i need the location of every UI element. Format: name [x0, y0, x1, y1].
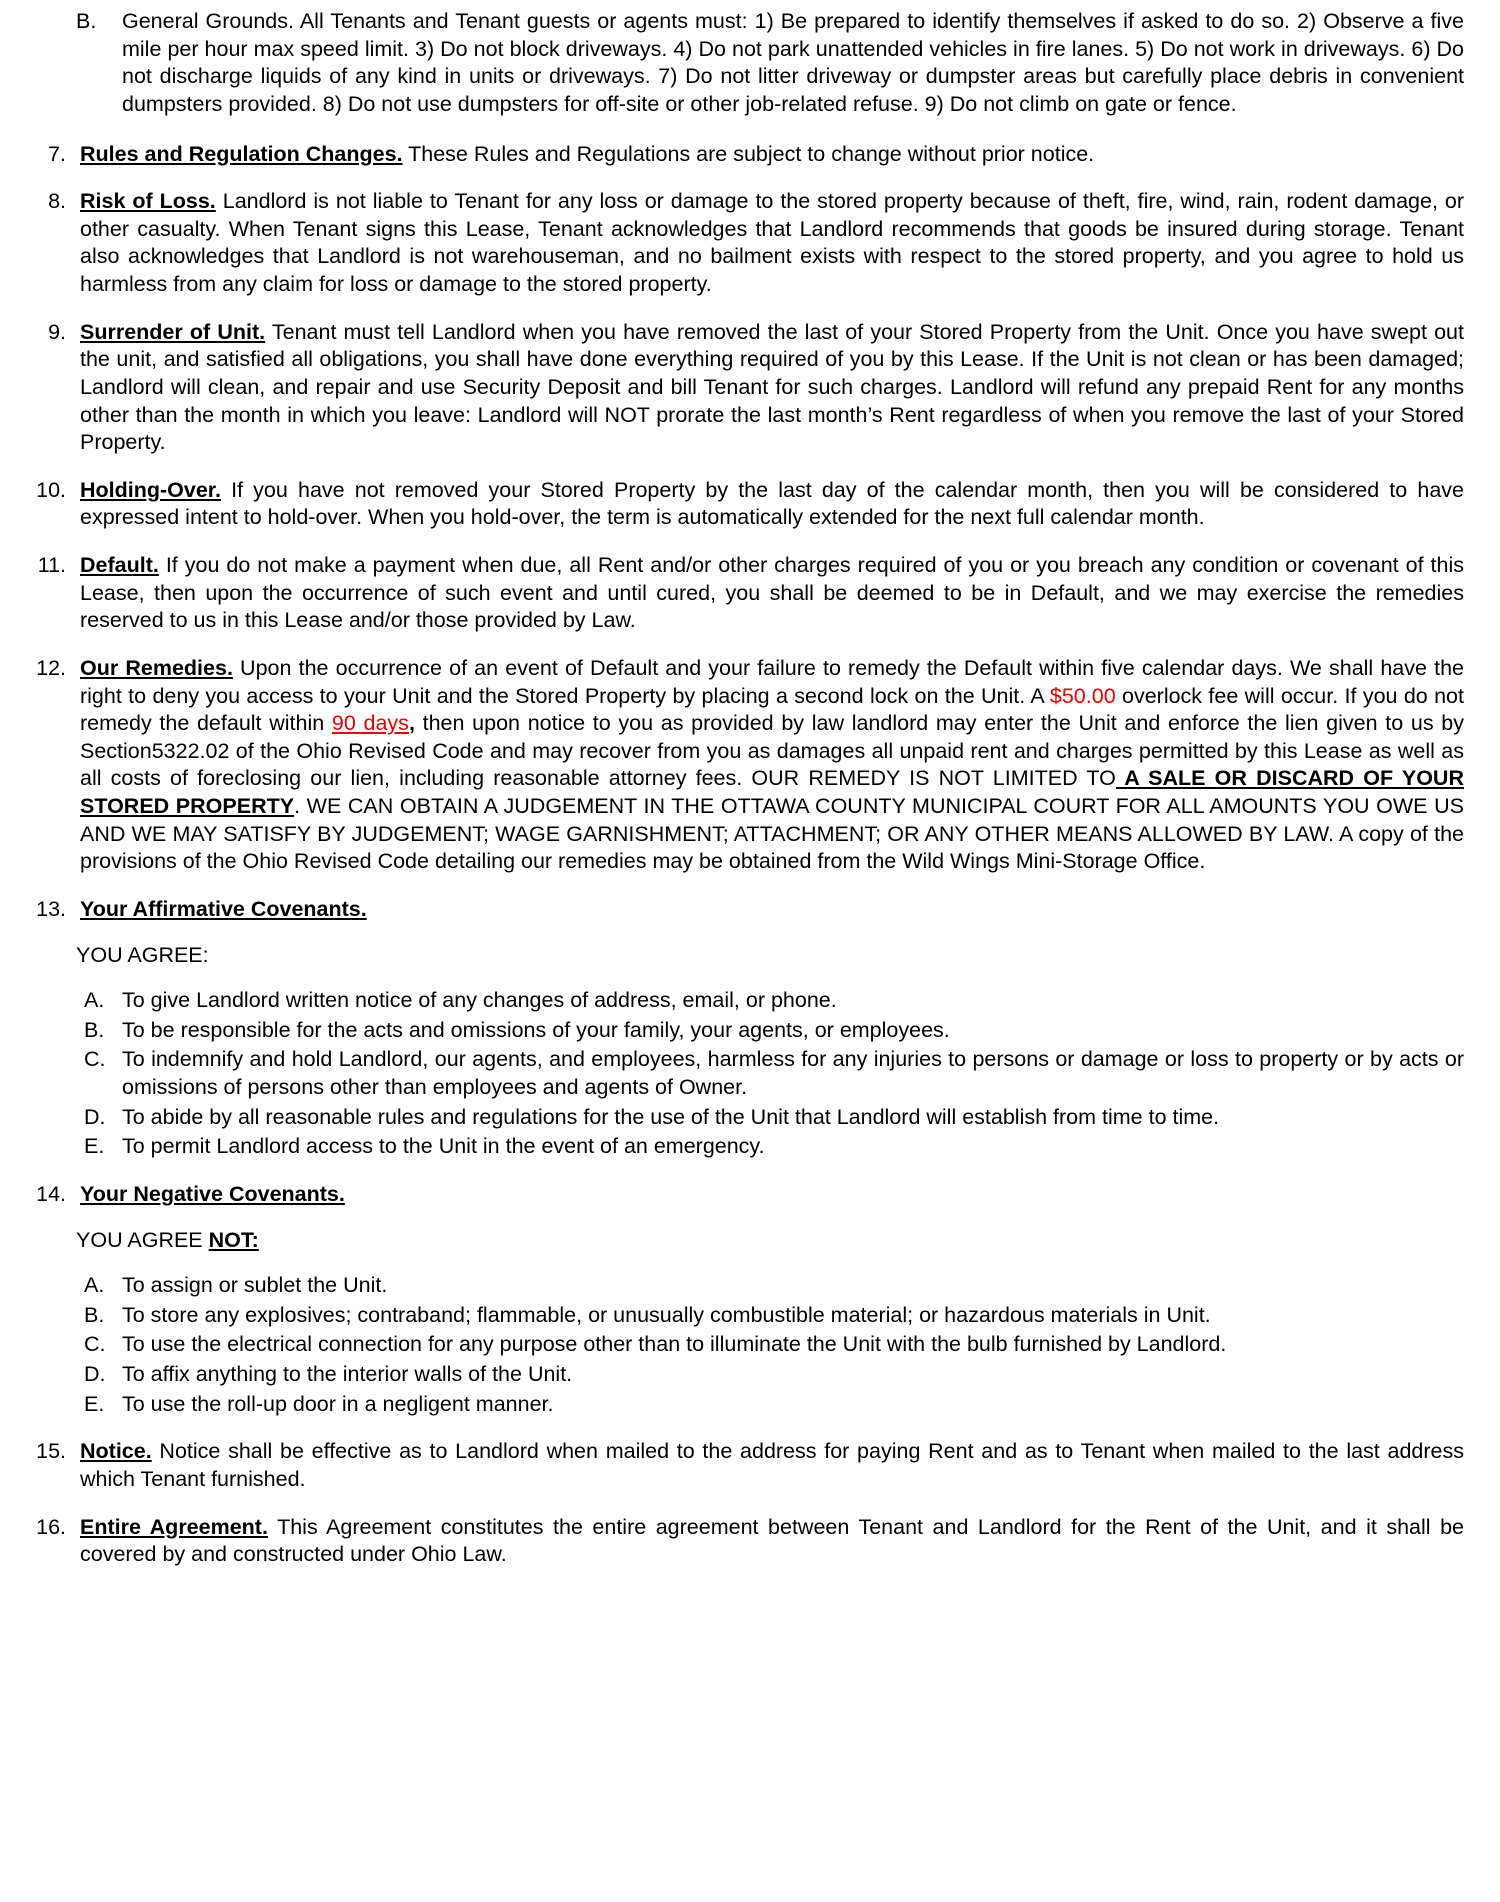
clause-text-part-4: . WE CAN OBTAIN A JUDGEMENT IN THE OTTAWA COUNTY MUNICIPAL COURT FOR ALL AMOUNTS YOU OWE US AND WE MAY SATISFY BY JUDGEMENT; WAGE GARNISHMENT; ATTACHMENT; OR ANY OTHER MEANS ALLOWED BY LAW. A copy of the provisions of the Ohio Revised Code detailing our remedies may be obtained from the Wild Wings Mini-Storage Office. [80, 794, 1464, 874]
clause-number: 16. [36, 1514, 66, 1539]
list-item [76, 1272, 1464, 1300]
clause-number: 14. [36, 1181, 66, 1206]
clause-heading: Your Affirmative Covenants. [80, 896, 367, 921]
list-item-text: To abide by all reasonable rules and regulations for the use of the Unit that Landlord will establish from time to time. [122, 1104, 1220, 1129]
clause-heading: Our Remedies. [80, 655, 233, 680]
list-item-text: To use the electrical connection for any purpose other than to illuminate the Unit with the bulb furnished by Landlord. [122, 1332, 1227, 1357]
clause-number: 10. [36, 477, 66, 502]
clause-14-negative-covenants [22, 1181, 1464, 1209]
clause-content [80, 477, 1464, 532]
clause-text: Landlord is not liable to Tenant for any loss or damage to the stored property because of theft, fire, wind, rain, rodent damage, or other casualty. When Tenant signs this Lease, Tenant acknowledges that Landlord recommends that goods be insured during storage. Tenant also acknowledges that Landlord is not warehouseman, and no bailment exists with respect to the stored property, and you agree to hold us harmless from any claim for loss or damage to the stored property. [80, 189, 1464, 296]
clause-content [80, 141, 1464, 169]
clause-number: 15. [36, 1439, 66, 1464]
clause-heading: Risk of Loss. [80, 189, 216, 214]
list-item-text: To store any explosives; contraband; flammable, or unusually combustible material; or hazardous materials in Unit. [122, 1302, 1211, 1327]
clause-8 [22, 188, 1464, 299]
clause-heading: Holding-Over. [80, 477, 221, 502]
clause-heading: Entire Agreement. [80, 1514, 268, 1539]
list-item-letter: E. [84, 1134, 105, 1159]
clause-content [80, 1514, 1464, 1569]
clause-content [80, 552, 1464, 635]
clause-content [80, 896, 1464, 924]
clause-16-entire-agreement [22, 1514, 1464, 1569]
list-item-letter: B. [84, 1302, 105, 1327]
clause-11 [22, 552, 1464, 635]
list-item-letter: D. [84, 1362, 106, 1386]
list-item-text: General Grounds. All Tenants and Tenant guests or agents must: 1) Be prepared to identify themselves if asked to do so. 2) Observe a five mile per hour max speed limit. 3) Do not block driveways. 4) Do not park unattended vehicles in fire lanes. 5) Do not work in driveways. 6) Do not discharge liquids of any kind in units or driveways. 7) Do not litter driveway or dumpster areas but carefully place debris in convenient dumpsters provided. 8) Do not use dumpsters for off-site or other job-related refuse. 9) Do not climb on gate or fence. [122, 9, 1464, 116]
list-item-letter: C. [84, 1047, 106, 1072]
clause-text: If you do not make a payment when due, all Rent and/or other charges required of you or you breach any condition or covenant of this Lease, then upon the occurrence of such event and until cured, you shall be deemed to be in Default, and we may exercise the remedies reserved to us in this Lease and/or those provided by Law. [80, 553, 1464, 633]
clause-text-part-2: overlock fee will occur. If you do not remedy the default within [80, 683, 1464, 736]
clause-content [80, 188, 1464, 299]
clause-text: Tenant must tell Landlord when you have removed the last of your Stored Property from the Unit. Once you have swept out the unit, and satisfied all obligations, you shall have done everything required of you by this Lease. If the Unit is not clean or has been damaged; Landlord will clean, and repair and use Security Deposit and bill Tenant for such charges. Landlord will refund any prepaid Rent for any months other than the month in which you leave: Landlord will NOT prorate the last month’s Rent regardless of when you remove the last of your Stored Property. [80, 319, 1464, 455]
clause-heading: Surrender of Unit. [80, 319, 266, 344]
list-item-letter: D. [84, 1104, 106, 1129]
clause-number: 8. [48, 189, 66, 214]
clause-number: 9. [48, 319, 66, 344]
negative-covenants-list [22, 1272, 1464, 1418]
list-item-letter: B. [76, 9, 97, 33]
you-agree-not-prefix: YOU AGREE [76, 1227, 209, 1252]
clause-heading: Your Negative Covenants. [80, 1181, 345, 1206]
clause-number: 11. [37, 553, 66, 577]
clause-text: These Rules and Regulations are subject to change without prior notice. [402, 141, 1095, 166]
clause-number: 12. [36, 655, 66, 680]
clause-heading: Notice. [80, 1439, 152, 1464]
list-item-text: To assign or sublet the Unit. [122, 1273, 388, 1298]
clause-number: 13. [36, 896, 66, 921]
cure-period-days: 90 days [331, 711, 409, 736]
clause-text-part-3: then upon notice to you as provided by law landlord may enter the Unit and enforce the lien given to us by Section5322.02 of the Ohio Revised Code and may recover from you as damages all unpaid rent and charges permitted by this Lease as well as all costs of foreclosing our lien, including reasonable attorney fees. OUR REMEDY IS NOT LIMITED TO [80, 711, 1464, 791]
clause-12-our-remedies [22, 655, 1464, 876]
you-agree-label: YOU AGREE: [76, 942, 209, 967]
clause-7 [22, 141, 1464, 169]
overlock-fee-amount: $50.00 [1049, 683, 1116, 708]
list-item [76, 1391, 1464, 1419]
list-item [76, 1331, 1464, 1359]
list-item-text: To indemnify and hold Landlord, our agents, and employees, harmless for any injuries to persons or damage or loss to property or by acts or omissions of persons other than employees and agents of Owner. [122, 1047, 1464, 1099]
document-body [22, 8, 1464, 1569]
clause-13-affirmative-covenants [22, 896, 1464, 924]
list-item [76, 1361, 1464, 1389]
list-item [22, 8, 1464, 119]
clause-text-part-1: Upon the occurrence of an event of Default and your failure to remedy the Default within five calendar days. We shall have the right to deny you access to your Unit and the Stored Property by placing a second lock on the Unit. A [80, 655, 1464, 708]
you-agree-not-emphasis: NOT: [208, 1227, 259, 1252]
clause-9 [22, 319, 1464, 457]
clause-text: If you have not removed your Stored Property by the last day of the calendar month, then you will be considered to have expressed intent to hold-over. When you hold-over, the term is automatically extended for the next full calendar month. [80, 477, 1464, 530]
clause-content [80, 1438, 1464, 1493]
affirmative-covenants-list [22, 987, 1464, 1161]
list-item [76, 1302, 1464, 1330]
sale-or-discard-emphasis: A SALE OR DISCARD OF YOUR STORED PROPERTY [80, 766, 1464, 818]
clause-content [80, 655, 1464, 876]
list-item-letter: C. [84, 1332, 106, 1357]
list-item-text: To affix anything to the interior walls of the Unit. [122, 1362, 573, 1386]
clause-content [80, 1181, 1464, 1209]
clause-heading: Default. [80, 553, 159, 577]
clause-heading: Rules and Regulation Changes. [80, 141, 403, 166]
list-item-letter: A. [84, 1273, 105, 1298]
clause-number: 7. [48, 141, 66, 166]
clause-content [80, 319, 1464, 457]
clause-text: Notice shall be effective as to Landlord when mailed to the address for paying Rent and as to Tenant when mailed to the last address which Tenant furnished. [80, 1439, 1464, 1491]
clause-10 [22, 477, 1464, 532]
list-item-letter: E. [84, 1391, 105, 1416]
list-item-text: To give Landlord written notice of any changes of address, email, or phone. [122, 988, 837, 1013]
list-item [76, 1046, 1464, 1101]
cure-period-comma: , [408, 711, 415, 736]
list-item-letter: B. [84, 1017, 105, 1042]
list-item [76, 987, 1464, 1015]
list-item [76, 1133, 1464, 1161]
list-item-text: To use the roll-up door in a negligent manner. [122, 1391, 554, 1416]
clause-15-notice [22, 1438, 1464, 1493]
list-item [76, 1017, 1464, 1045]
list-item [76, 1104, 1464, 1132]
list-item-text: To be responsible for the acts and omissions of your family, your agents, or employees. [122, 1017, 950, 1042]
you-agree-not-label [22, 1227, 1464, 1255]
list-item-text: To permit Landlord access to the Unit in the event of an emergency. [122, 1134, 765, 1159]
clause-text: This Agreement constitutes the entire agreement between Tenant and Landlord for the Rent of the Unit, and it shall be covered by and constructed under Ohio Law. [80, 1514, 1464, 1567]
list-item-letter: A. [84, 988, 105, 1013]
